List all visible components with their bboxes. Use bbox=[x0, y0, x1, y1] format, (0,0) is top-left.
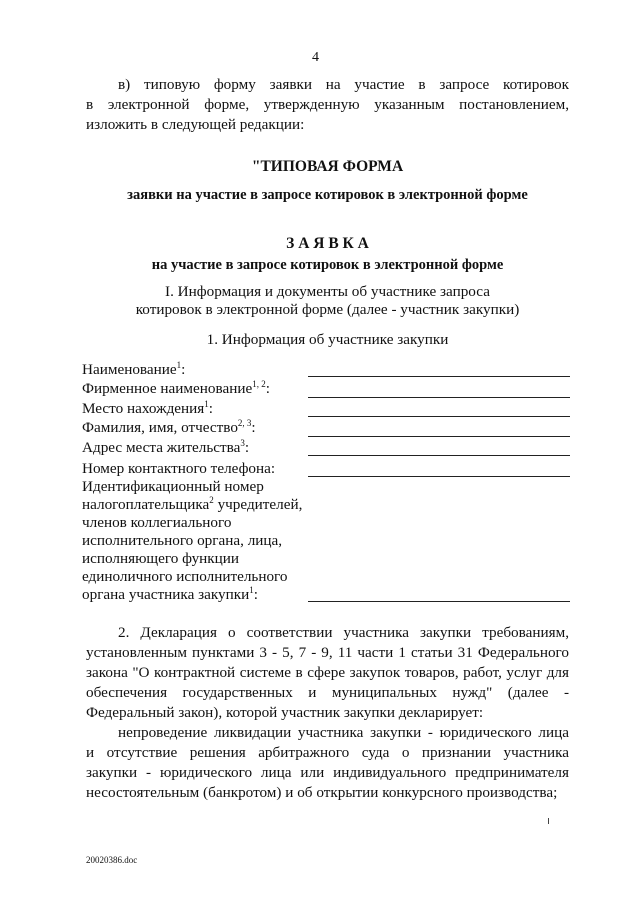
declaration-line-3: закона "О контрактной системе в сфере закупок товаров, работ, услуг для bbox=[86, 664, 569, 681]
field-label-inn-1: Идентификационный номер bbox=[82, 478, 264, 495]
liquidation-line-3: закупки - юридического лица или индивидуального предпринимателя bbox=[86, 764, 569, 781]
field-label-residence: Адрес места жительства$^3$: bbox=[82, 437, 250, 456]
intro-line-1: в) типовую форму заявки на участие в запросе котировок bbox=[118, 76, 569, 93]
field-label-inn-3: членов коллегиального bbox=[82, 514, 232, 531]
declaration-line-4: обеспечения государственных и муниципальных нужд" (далее - bbox=[86, 684, 569, 701]
liquidation-line-4: несостоятельным (банкротом) и об открытии конкурсного производства; bbox=[86, 784, 558, 801]
form-subtitle: заявки на участие в запросе котировок в электронной форме bbox=[127, 187, 528, 203]
declaration-line-2: установленным пунктами 3 - 5, 7 - 9, 11 части 1 статьи 31 Федерального bbox=[86, 644, 569, 661]
field-line-inn[interactable] bbox=[308, 601, 570, 602]
intro-line-3: изложить в следующей редакции: bbox=[86, 116, 305, 133]
field-label-full-name: Фамилия, имя, отчество$^{2, 3}$: bbox=[82, 417, 256, 436]
field-line-location[interactable] bbox=[308, 416, 570, 417]
field-label-phone: Номер контактного телефона: bbox=[82, 460, 276, 477]
declaration-line-5: Федеральный закон), которой участник закупки декларирует: bbox=[86, 704, 484, 721]
section-title-line-2: котировок в электронной форме (далее - участник закупки) bbox=[135, 301, 520, 318]
section-subtitle: 1. Информация об участнике закупки bbox=[206, 331, 449, 348]
field-line-full-name[interactable] bbox=[308, 436, 570, 437]
section-title-line-1: I. Информация и документы об участнике запроса bbox=[165, 283, 490, 300]
field-label-inn-7: органа участника закупки$^1$: bbox=[82, 584, 258, 603]
margin-mark bbox=[548, 818, 549, 824]
field-line-residence[interactable] bbox=[308, 455, 570, 456]
form-title: "ТИПОВАЯ ФОРМА bbox=[251, 158, 404, 175]
field-line-company-name[interactable] bbox=[308, 397, 570, 398]
field-label-inn-4: исполнительного органа, лица, bbox=[82, 532, 283, 549]
liquidation-line-1: непроведение ликвидации участника закупки - юридического лица bbox=[118, 724, 569, 741]
intro-line-2: в электронной форме, утвержденную указанным постановлением, bbox=[86, 96, 569, 113]
liquidation-line-2: и отсутствие решения арбитражного суда о признании участника bbox=[86, 744, 569, 761]
field-label-inn-6: единоличного исполнительного bbox=[82, 568, 288, 585]
field-label-inn-5: исполняющего функции bbox=[82, 550, 240, 567]
declaration-line-1: 2. Декларация о соответствии участника закупки требованиям, bbox=[118, 624, 569, 641]
page-number: 4 bbox=[312, 50, 319, 65]
application-subheading: на участие в запросе котировок в электронной форме bbox=[151, 257, 504, 273]
application-heading: З А Я В К А bbox=[286, 235, 369, 252]
field-line-name[interactable] bbox=[308, 376, 570, 377]
field-label-location: Место нахождения$^1$: bbox=[82, 398, 214, 417]
footer-doc-code: 20020386.doc bbox=[86, 855, 138, 865]
field-label-name: Наименование$^1$: bbox=[82, 359, 186, 378]
field-label-inn-2: налогоплательщика$^2$ учредителей, bbox=[82, 494, 303, 513]
field-label-company-name: Фирменное наименование$^{1, 2}$: bbox=[82, 378, 270, 397]
field-line-phone[interactable] bbox=[308, 476, 570, 477]
